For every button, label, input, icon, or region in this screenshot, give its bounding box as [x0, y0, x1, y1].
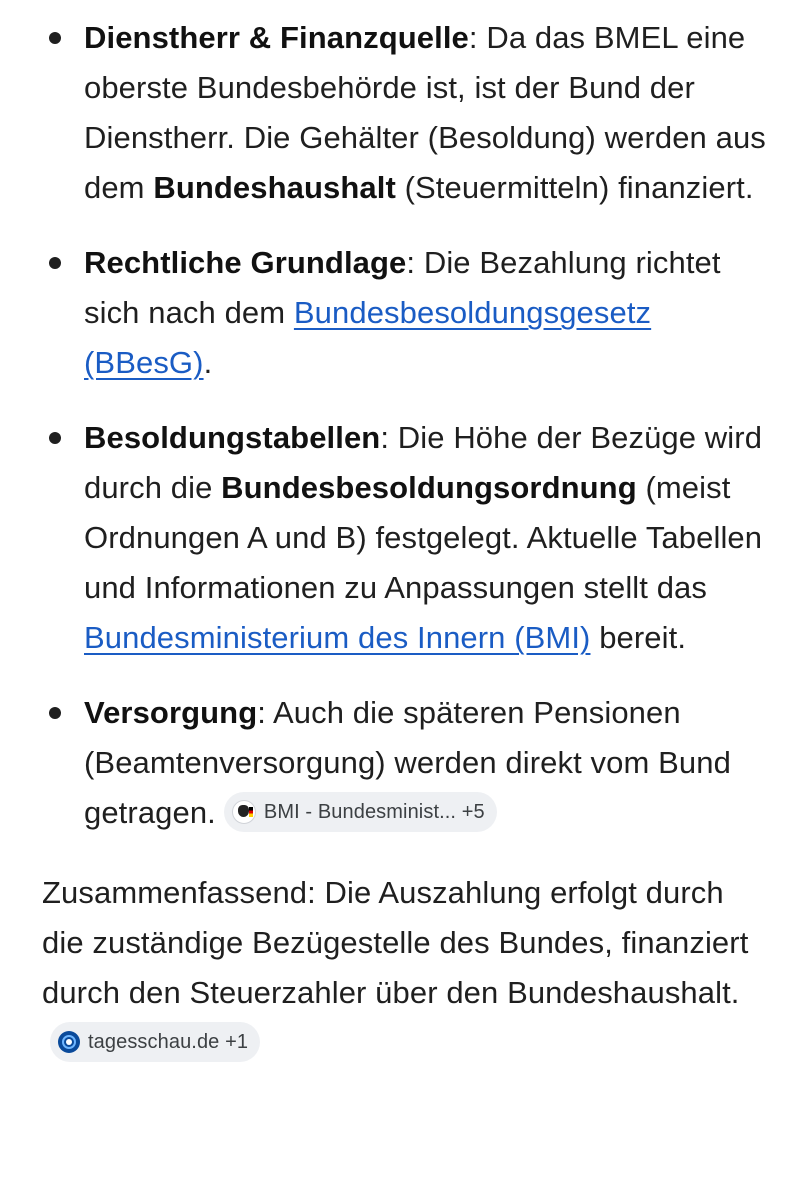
tagesschau-favicon-icon [58, 1031, 80, 1053]
bullet-term: Dienstherr & Finanzquelle [84, 20, 469, 55]
list-item-rechtliche-grundlage [0, 238, 800, 388]
bullet-dot [49, 707, 61, 719]
list-item-versorgung [0, 688, 800, 838]
list-item-dienstherr [0, 0, 800, 213]
bullet-term: Versorgung [84, 695, 258, 730]
bullet-dot [49, 432, 61, 444]
source-chip-label: BMI - Bundesminist... [263, 800, 457, 823]
bullet-term: Besoldungstabellen [84, 420, 381, 455]
summary-paragraph [0, 868, 800, 1068]
bbesg-link[interactable]: Bundesbesoldungsgesetz (BBesG) [84, 295, 652, 380]
source-chip-label: tagesschau.de [88, 1030, 220, 1053]
source-chip-count: +5 [461, 800, 485, 823]
bmi-favicon-icon [232, 800, 256, 824]
bullet-text: (Steuermitteln) finanziert. [395, 170, 754, 205]
bullet-term: Rechtliche Grundlage [84, 245, 407, 280]
bullet-text: Da das BMEL eine oberste Bundesbehörde ist, ist der Bund der Dienstherr. Die Gehälter (Besoldung) werden aus dem [84, 20, 766, 205]
bullet-text: Auch die späteren Pensionen (Beamtenversorgung) werden direkt vom Bund getragen. [84, 695, 731, 830]
bullet-separator: : [468, 20, 478, 55]
source-chip-tagesschau[interactable] [50, 1022, 260, 1062]
bullet-dot [49, 257, 61, 269]
bullet-separator: : [380, 420, 390, 455]
bullet-dot [49, 32, 61, 44]
list-item-besoldungstabellen [0, 413, 800, 663]
bmi-link[interactable]: Bundesministerium des Innern (BMI) [84, 620, 591, 655]
bullet-text: . [203, 345, 213, 380]
bullet-text: bereit. [590, 620, 687, 655]
summary-text: Zusammenfassend: Die Auszahlung erfolgt durch die zuständige Bezügestelle des Bundes, finanziert durch den Steuerzahler über den Bundeshaushalt. [42, 875, 749, 1010]
bullet-separator: : [257, 695, 266, 730]
bold-term: Bundeshaushalt [153, 170, 396, 205]
bullet-text: (meist Ordnungen A und B) festgelegt. Aktuelle Tabellen und Informationen zu Anpassungen stellt das [84, 470, 763, 605]
bullet-text: Die Bezahlung richtet sich nach dem [84, 245, 721, 330]
bullet-text: Die Höhe der Bezüge wird durch die [84, 420, 763, 505]
source-chip-count: +1 [225, 1030, 249, 1053]
bullet-separator: : [406, 245, 416, 280]
source-chip-bmi[interactable] [224, 792, 497, 832]
bold-term: Bundesbesoldungsordnung [221, 470, 637, 505]
